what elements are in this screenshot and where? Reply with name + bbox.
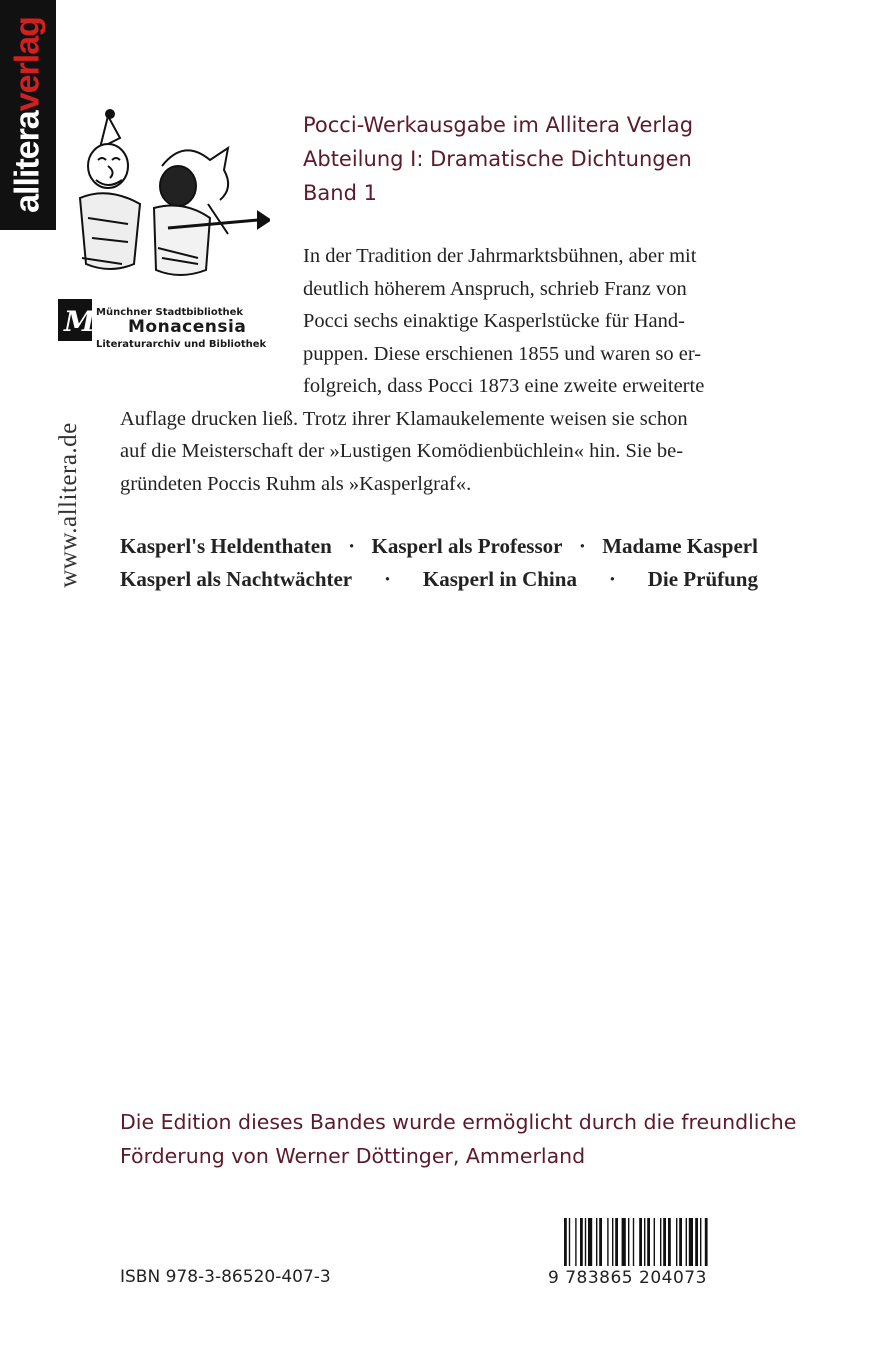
play-title: Kasperl in China <box>422 567 577 591</box>
monacensia-mark-icon: M <box>58 299 92 341</box>
description-line: Pocci sechs einaktige Kasperlstücke für Hand- <box>303 310 685 332</box>
book-description <box>120 240 758 510</box>
publisher-logo-part1: allitera <box>8 111 47 213</box>
publisher-band <box>0 0 56 230</box>
funding-note-line: Die Edition dieses Bandes wurde ermöglicht durch die freundliche <box>120 1110 797 1134</box>
publisher-logo-part2: verlag <box>8 17 47 112</box>
description-line: folgreich, dass Pocci 1873 eine zweite erweiterte <box>303 375 705 397</box>
description-line: Auflage drucken ließ. Trotz ihrer Klamaukelemente weisen sie schon <box>120 407 688 430</box>
play-title: Madame Kasperl <box>602 534 758 558</box>
plays-line-1 <box>120 534 758 559</box>
description-line: auf die Meisterschaft der »Lustigen Komödienbüchlein« hin. Sie be- <box>120 440 684 462</box>
play-title: Kasperl als Professor <box>371 534 563 558</box>
monacensia-top-text: Münchner Stadtbibliothek <box>96 307 244 318</box>
description-line: In der Tradition der Jahrmarktsbühnen, aber mit <box>303 245 697 267</box>
separator: · <box>578 534 586 558</box>
funding-note-line: Förderung von Werner Döttinger, Ammerland <box>120 1144 586 1168</box>
series-volume: Band 1 <box>303 181 377 205</box>
barcode-number: 9 783865 204073 <box>548 1268 707 1288</box>
isbn-text: ISBN 978-3-86520-407-3 <box>120 1267 331 1287</box>
monacensia-subtitle: Literaturarchiv und Bibliothek <box>96 339 267 350</box>
description-line: gründeten Poccis Ruhm als »Kasperlgraf«. <box>120 472 472 495</box>
monacensia-name: Monacensia <box>128 317 247 337</box>
description-line: puppen. Diese erschienen 1855 und waren so er- <box>303 342 702 365</box>
play-title: Die Prüfung <box>647 567 758 591</box>
series-section: Abteilung I: Dramatische Dichtungen <box>303 147 692 171</box>
separator: · <box>384 567 392 591</box>
separator: · <box>608 567 616 591</box>
publisher-logo <box>9 17 48 213</box>
website-url[interactable]: www.allitera.de <box>55 422 82 588</box>
separator: · <box>348 534 356 558</box>
play-title: Kasperl's Heldenthaten <box>120 534 332 558</box>
description-line: deutlich höherem Anspruch, schrieb Franz von <box>303 277 687 300</box>
series-title: Pocci-Werkausgabe im Allitera Verlag <box>303 113 694 137</box>
funding-note <box>120 1105 797 1173</box>
play-title: Kasperl als Nachtwächter <box>120 567 353 591</box>
plays-line-2 <box>120 567 758 592</box>
